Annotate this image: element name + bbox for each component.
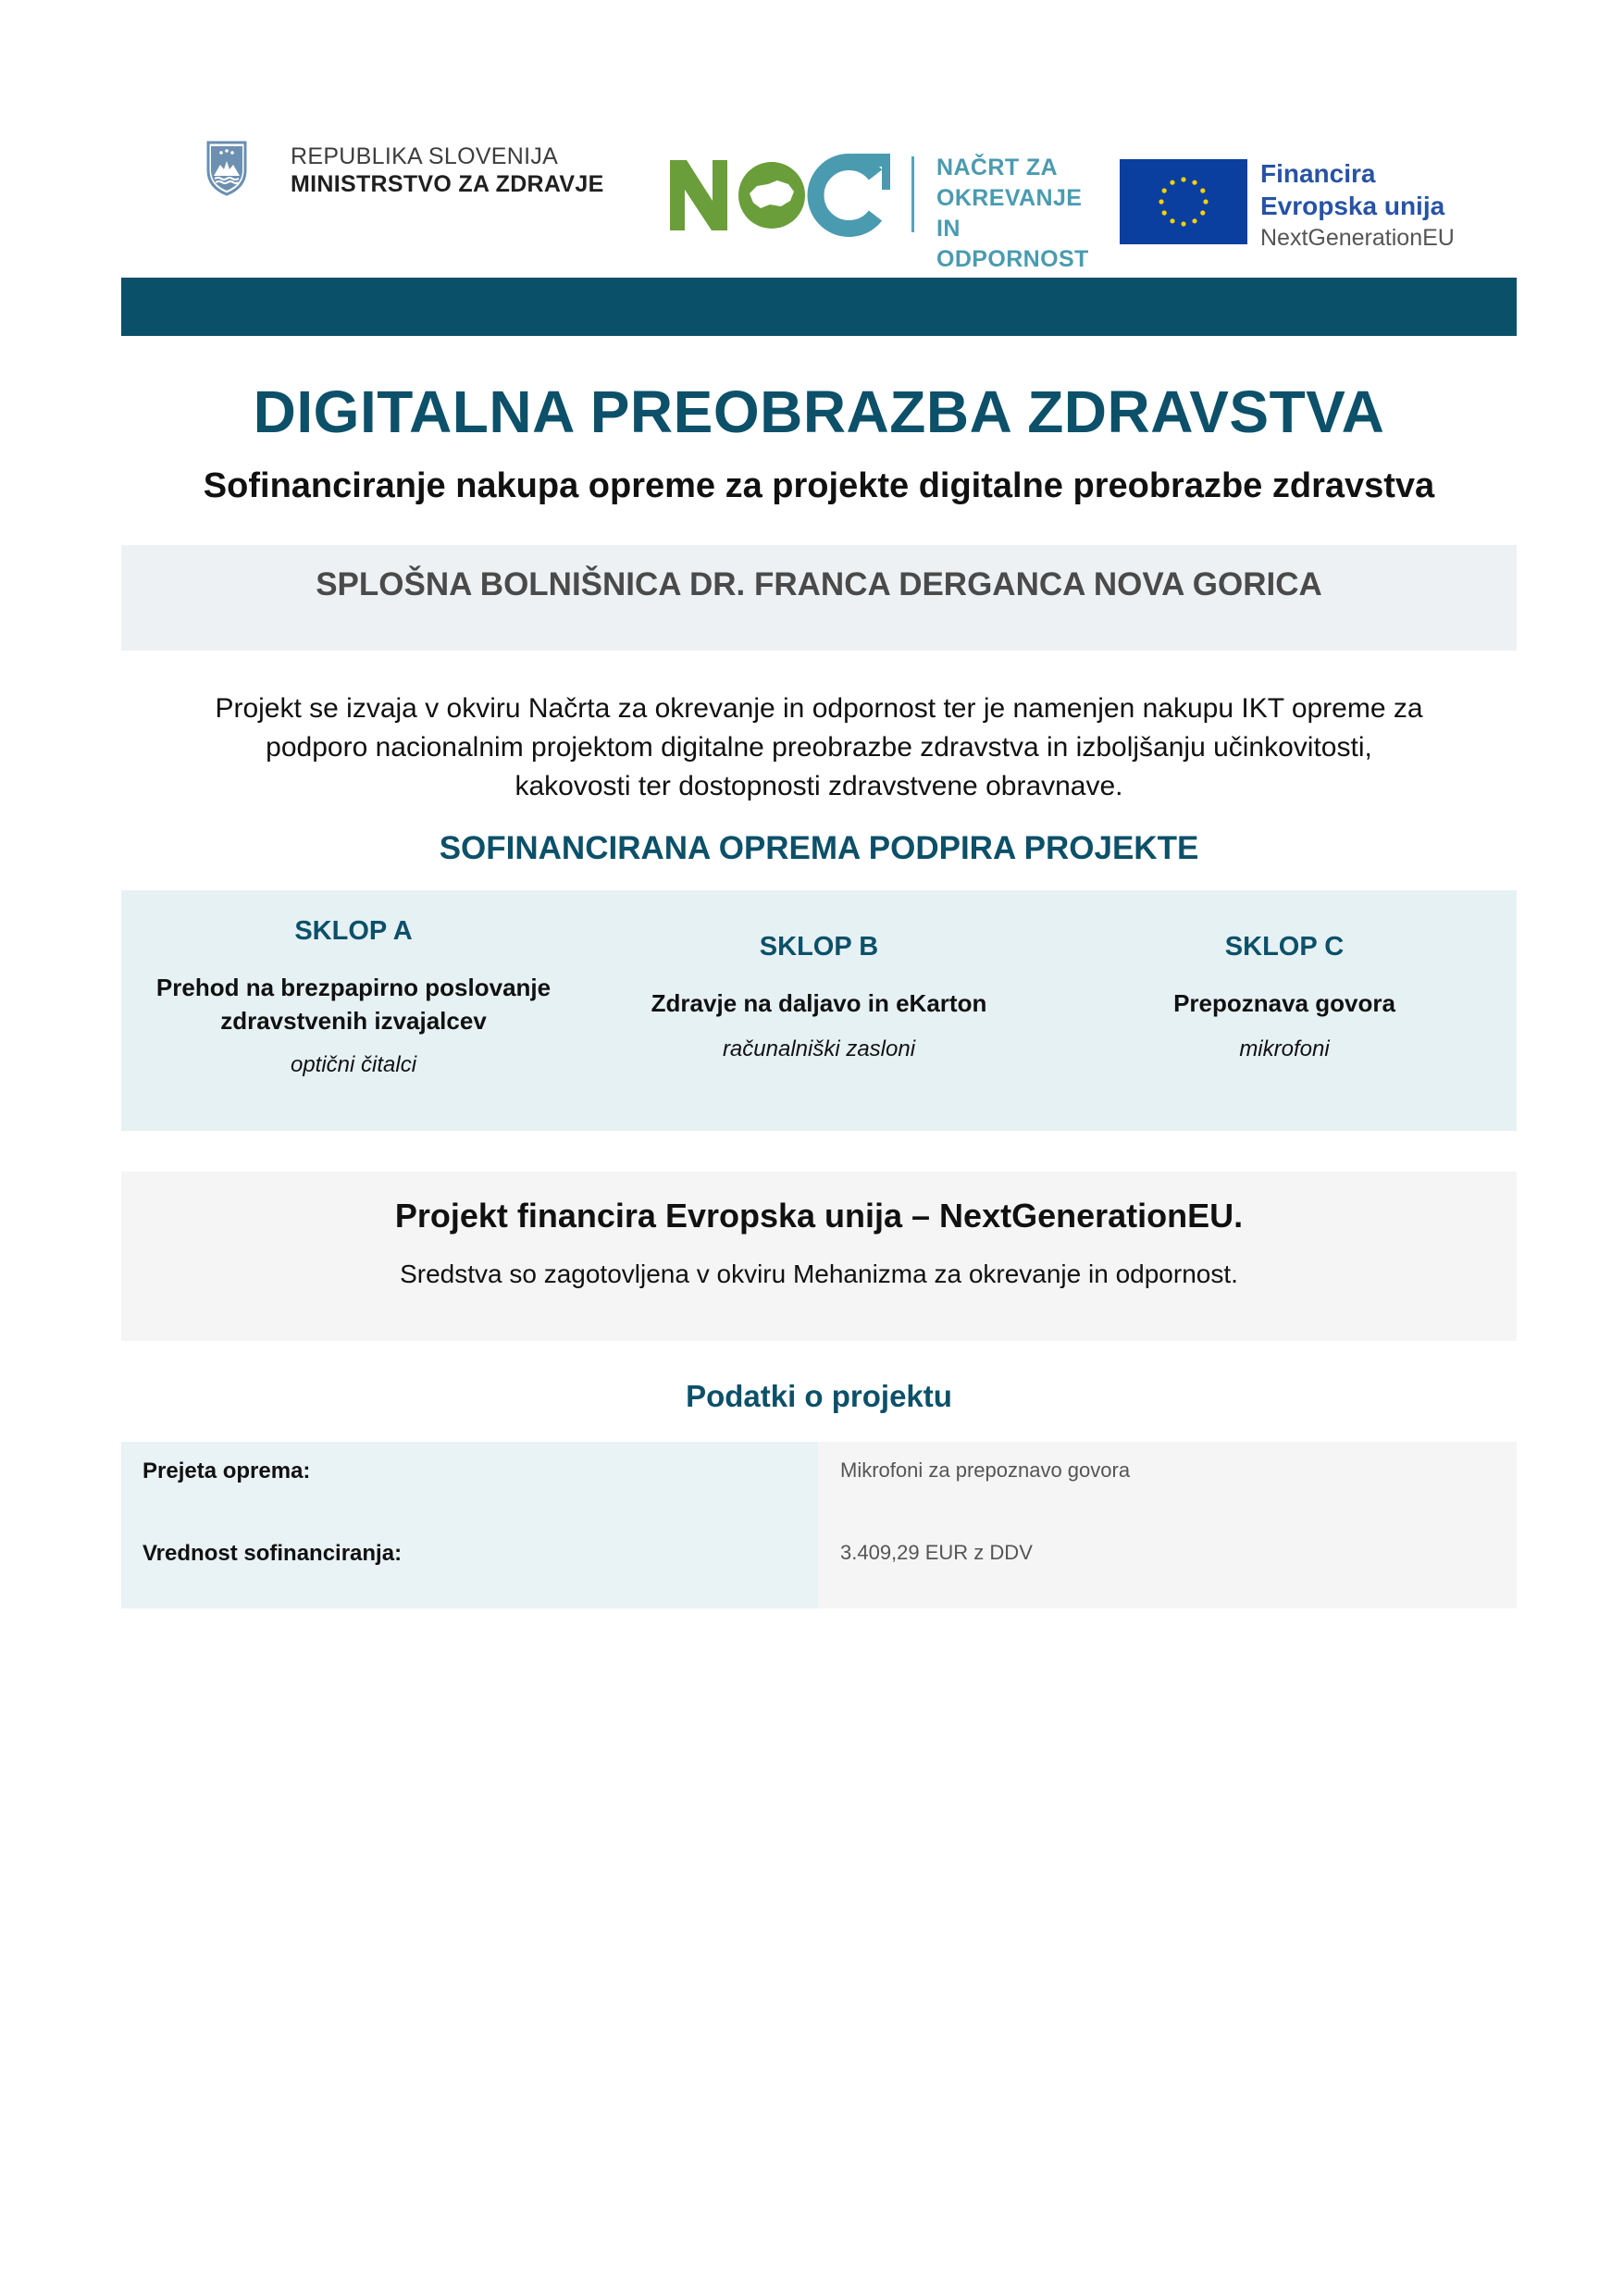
noo-text-line-1: NAČRT ZA	[936, 155, 1058, 180]
ministry-name-line: MINISTRSTVO ZA ZDRAVJE	[291, 171, 604, 197]
noo-wordmark	[668, 153, 890, 238]
page-subtitle: Sofinanciranje nakupa opreme za projekte digitalne preobrazbe zdravstva	[203, 466, 1435, 505]
sklop-c	[1052, 932, 1517, 1062]
sklop-equipment: računalniški zasloni	[722, 1036, 916, 1061]
project-data-values	[818, 1442, 1517, 1608]
header-band	[121, 278, 1517, 336]
sklop-description	[121, 971, 586, 1037]
intro-paragraph	[121, 689, 1517, 806]
intro-line-2: podporo nacionalnim projektom digitalne preobrazbe zdravstva in izboljšanju učinkovitosti,	[266, 732, 1372, 763]
value-label: Vrednost sofinanciranja:	[143, 1541, 403, 1566]
hospital-box	[121, 545, 1517, 651]
eu-nextgeneration: NextGenerationEU	[1260, 225, 1455, 251]
project-data-labels	[121, 1442, 818, 1608]
hospital-name: SPLOŠNA BOLNIŠNICA DR. FRANCA DERGANCA NOVA GORICA	[316, 566, 1322, 602]
eu-logo	[1120, 157, 1471, 250]
sklop-heading: SKLOP A	[294, 916, 413, 946]
eu-evropska-unija: Evropska unija	[1260, 192, 1445, 220]
eu-financira: Financira	[1260, 159, 1376, 188]
eu-funding-heading: Projekt financira Evropska unija – NextGenerationEU.	[394, 1197, 1244, 1235]
sklop-description-line: Prehod na brezpapirno poslovanje	[155, 974, 552, 1001]
noo-text-line-3: IN ODPORNOST	[936, 216, 1089, 272]
sklop-panel	[121, 890, 1517, 1131]
logo-separator	[911, 156, 914, 232]
eu-funding-panel	[121, 1172, 1517, 1341]
sklop-a	[121, 916, 586, 1078]
project-data-table	[121, 1442, 1517, 1608]
sklop-equipment: optični čitalci	[290, 1052, 417, 1077]
equipment-value: Mikrofoni za prepoznavo govora	[840, 1458, 1131, 1482]
sklop-description: Prepoznava govora	[1173, 989, 1395, 1017]
eu-funding-text: Sredstva so zagotovljena v okviru Mehanizma za okrevanje in odpornost.	[400, 1260, 1238, 1288]
slovenia-coat-of-arms-icon	[205, 139, 248, 196]
noo-logo	[668, 153, 1103, 272]
gov-name-line: REPUBLIKA SLOVENIJA	[291, 143, 559, 169]
eu-flag-icon	[1120, 159, 1247, 244]
noo-text-line-2: OKREVANJE	[936, 185, 1083, 211]
sklop-description: Zdravje na daljavo in eKarton	[651, 989, 987, 1017]
sklop-b	[587, 932, 1051, 1062]
sklop-description-line: zdravstvenih izvajalcev	[220, 1007, 487, 1035]
project-data-heading: Podatki o projektu	[686, 1379, 952, 1413]
intro-line-1: Projekt se izvaja v okviru Načrta za okrevanje in odpornost ter je namenjen nakupu IKT opreme za	[215, 693, 1423, 724]
ministry-logo	[205, 139, 613, 204]
section-heading: SOFINANCIRANA OPREMA PODPIRA PROJEKTE	[439, 830, 1199, 866]
cofinancing-value: 3.409,29 EUR z DDV	[840, 1541, 1033, 1564]
page-title: DIGITALNA PREOBRAZBA ZDRAVSTVA	[253, 379, 1385, 445]
sklop-equipment: mikrofoni	[1239, 1036, 1330, 1061]
intro-line-3: kakovosti ter dostopnosti zdravstvene obravnave.	[514, 771, 1123, 801]
sklop-heading: SKLOP C	[1224, 932, 1345, 962]
equipment-label: Prejeta oprema:	[143, 1458, 311, 1483]
sklop-heading: SKLOP B	[759, 932, 879, 962]
